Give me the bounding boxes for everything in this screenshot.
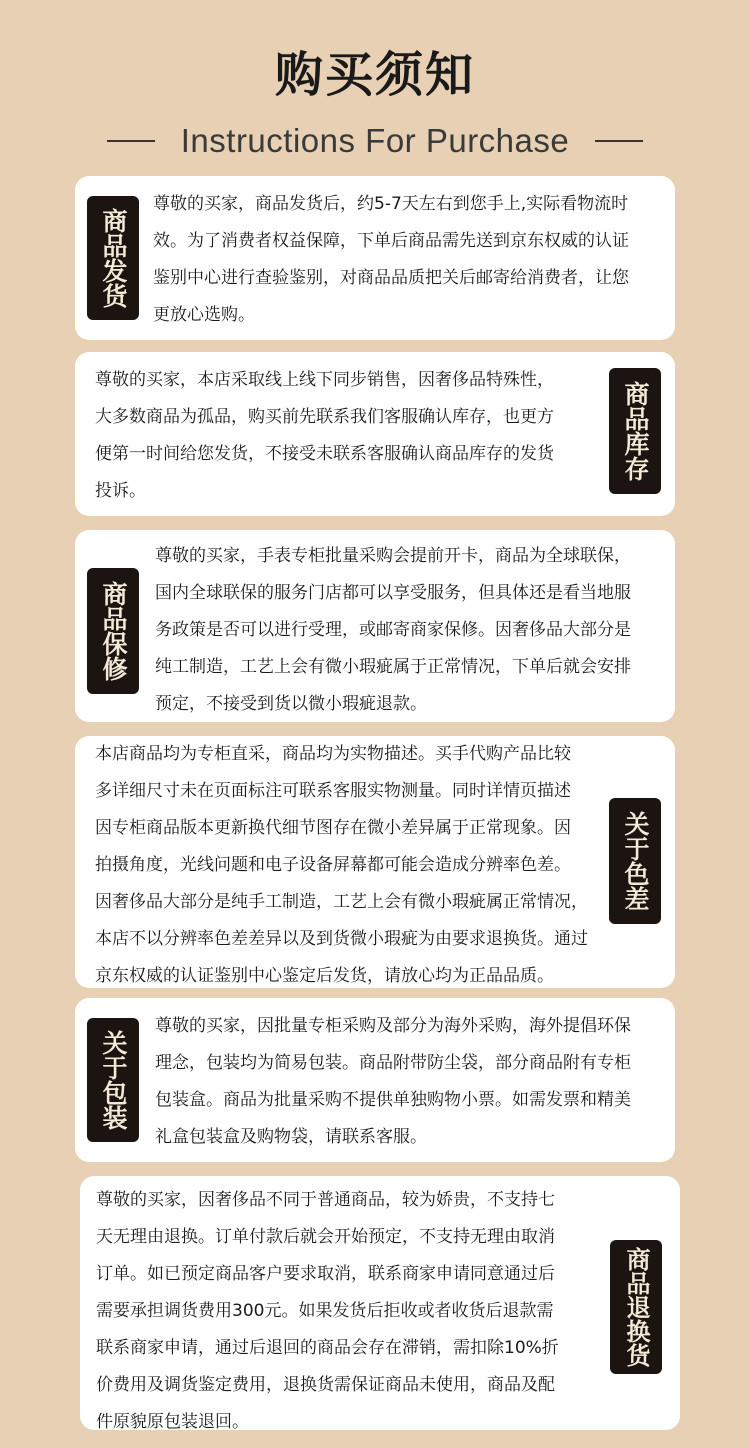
- section-text-packaging: 尊敬的买家，因批量专柜采购及部分为海外采购，海外提倡环保 理念，包装均为简易包装。商品附带防尘袋，部分商品附有专柜 包装盒。商品为批量采购不提供单独购物小票。如需发票和精美 礼盒包装盒及购物袋，请联系客服。: [155, 1016, 631, 1147]
- divider-right: [595, 140, 643, 142]
- section-text-warranty: 尊敬的买家，手表专柜批量采购会提前开卡，商品为全球联保， 国内全球联保的服务门店都可以享受服务，但具体还是看当地服 务政策是否可以进行受理，或邮寄商家保修。因奢侈品大部分是 纯工制造，工艺上会有微小瑕疵属于正常情况，下单后就会安排 预定，不接受到货以微小瑕疵退款。: [155, 546, 631, 714]
- section-tag-color-difference: 关于色差: [609, 798, 661, 924]
- section-card-shipping: [75, 176, 675, 340]
- section-card-color-difference: [75, 736, 675, 988]
- page-title: 购买须知: [274, 47, 475, 103]
- section-card-inventory: [75, 352, 675, 516]
- section-card-returns: [80, 1176, 680, 1430]
- section-text-returns: 尊敬的买家，因奢侈品不同于普通商品，较为娇贵，不支持七 天无理由退换。订单付款后就会开始预定，不支持无理由取消 订单。如已预定商品客户要求取消，联系商家申请同意通过后 需要承担调货费用300元。如果发货后拒收或者收货后退款需 联系商家申请，通过后退回的商品会存在滞销，需扣除10%折 价费用及调货鉴定费用，退换货需保证商品未使用，商品及配 件原貌原包装退回。: [96, 1190, 559, 1432]
- section-tag-warranty: 商品保修: [87, 568, 139, 694]
- section-tag-packaging: 关于包装: [87, 1018, 139, 1142]
- section-tag-shipping: 商品发货: [87, 196, 139, 320]
- page-subtitle: Instructions For Purchase: [180, 122, 570, 159]
- section-tag-inventory: 商品库存: [609, 368, 661, 494]
- section-text-inventory: 尊敬的买家，本店采取线上线下同步销售，因奢侈品特殊性， 大多数商品为孤品，购买前先联系我们客服确认库存，也更方 便第一时间给您发货，不接受未联系客服确认商品库存的发货 投诉。: [95, 370, 554, 501]
- section-card-warranty: [75, 530, 675, 722]
- section-text-color-difference: 本店商品均为专柜直采，商品均为实物描述。买手代购产品比较 多详细尺寸未在页面标注可联系客服实物测量。同时详情页描述 因专柜商品版本更新换代细节图存在微小差异属于正常现象。因 拍摄角度，光线问题和电子设备屏幕都可能会造成分辨率色差。 因奢侈品大部分是纯手工制造，工艺上会有微小瑕疵属正常情况， 本店不以分辨率色差差异以及到货微小瑕疵为由要求退换货。通过 京东权威的认证鉴别中心鉴定后发货，请放心均为正品品质。: [95, 744, 588, 986]
- divider-left: [107, 140, 155, 142]
- subtitle-row: [0, 118, 750, 164]
- section-text-shipping: 尊敬的买家，商品发货后，约5-7天左右到您手上,实际看物流时 效。为了消费者权益保障，下单后商品需先送到京东权威的认证 鉴别中心进行查验鉴别，对商品品质把关后邮寄给消费者，让您 更放心选购。: [153, 194, 629, 325]
- section-tag-returns: 商品退换货: [610, 1240, 662, 1374]
- section-card-packaging: [75, 998, 675, 1162]
